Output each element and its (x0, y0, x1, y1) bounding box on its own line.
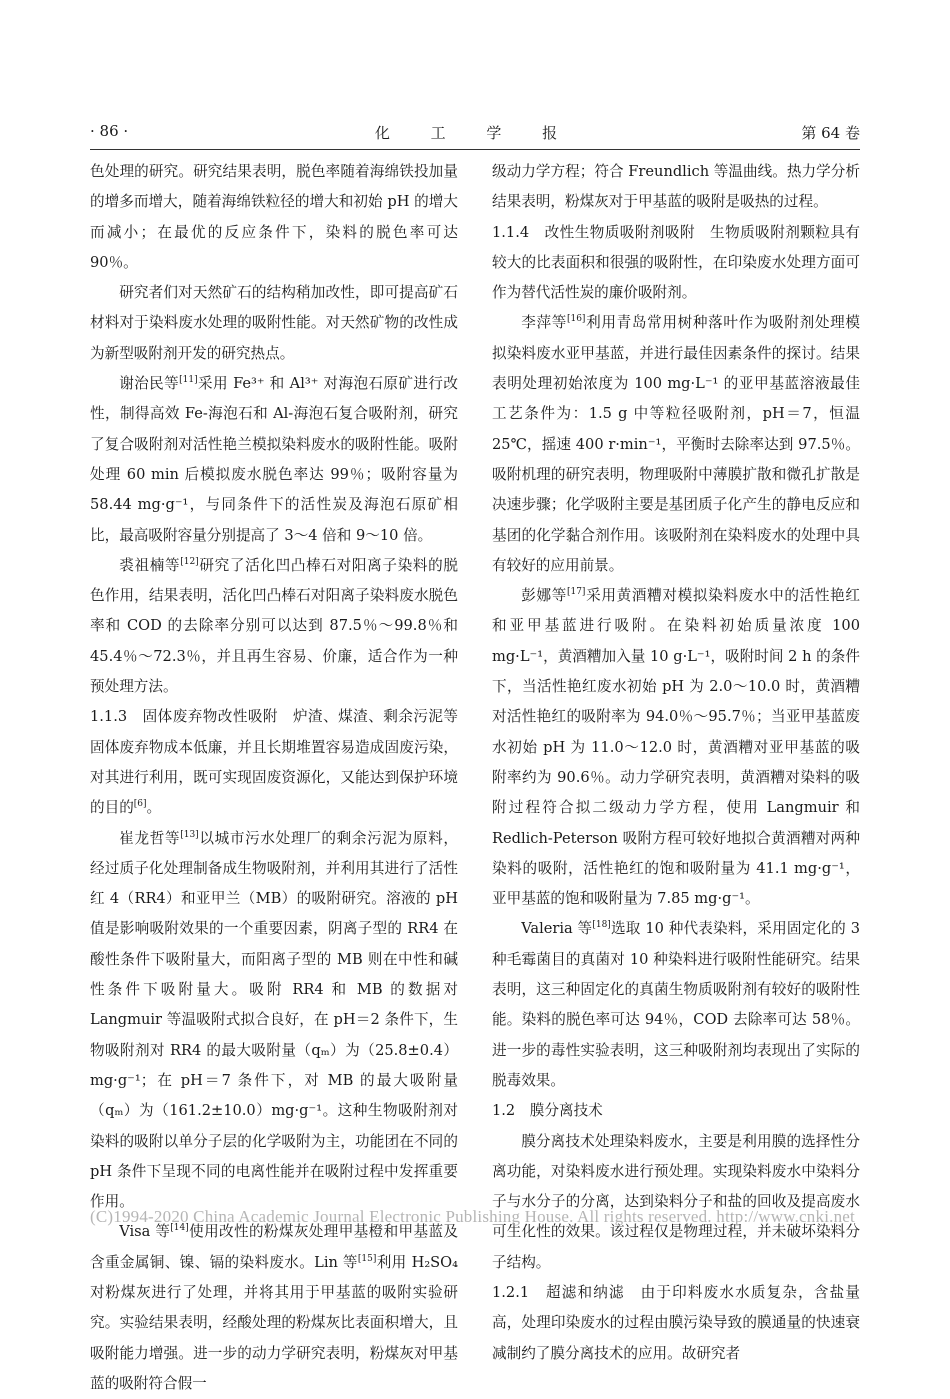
section-heading: 1.2 膜分离技术 (492, 1102, 603, 1120)
paragraph: 裘祖楠等[12]研究了活化凹凸棒石对阳离子染料的脱色作用，结果表明，活化凹凸棒石对阳离子染料废水脱色率和 COD 的去除率分别可以达到 87.5％～99.8％和 45.4％～72.3％，并且再生容易、价廉，适合作为一种预处理方法。 (90, 556, 458, 696)
citation: [17] (566, 587, 586, 598)
page-number: · 86 · (90, 122, 129, 140)
citation: [6] (133, 799, 147, 810)
subsection-heading: 1.1.3 固体废弃物改性吸附 (90, 708, 278, 726)
section-paragraph: 1.1.3 固体废弃物改性吸附 炉渣、煤渣、剩余污泥等固体废弃物成本低廉，并且长期堆置容易造成固废污染，对其进行利用，既可实现固废资源化，又能达到保护环境的目的[6]。 (90, 708, 458, 817)
citation: [14] (170, 1223, 189, 1234)
paragraph: Visa 等[14]使用改性的粉煤灰处理甲基橙和甲基蓝及含重金属铜、镍、镉的染料废水。Lin 等[15]利用 H₂SO₄ 对粉煤灰进行了处理，并将其用于甲基蓝的吸附实验研究。实验结果表明，经酸处理的粉煤灰比表面积增大，且吸附能力增强。进一步的动力学研究表明，粉煤灰对甲基蓝的吸附符合假一 (90, 1223, 458, 1392)
paragraph: 膜分离技术处理染料废水，主要是利用膜的选择性分离功能，对染料废水进行预处理。实现染料废水中染料分子与水分子的分离，达到染料分子和盐的回收及提高废水可生化性的效果。该过程仅是物理过程，并未破坏染料分子结构。 (492, 1132, 860, 1271)
paragraph: 色处理的研究。研究结果表明，脱色率随着海绵铁投加量的增多而增大，随着海绵铁粒径的增大和初始 pH 的增大而减小；在最优的反应条件下，染料的脱色率可达 90％。 (90, 163, 458, 271)
copyright-watermark: (C)1994-2020 China Academic Journal Electronic Publishing House. All rights reserved. http://www.cnki.net (90, 1207, 855, 1226)
paragraph: 谢治民等[11]采用 Fe³⁺ 和 Al³⁺ 对海泡石原矿进行改性，制得高效 Fe-海泡石和 Al-海泡石复合吸附剂，研究了复合吸附剂对活性艳兰模拟染料废水的吸附性能。吸附处理 60 min 后模拟废水脱色率达 99％；吸附容量为 58.44 mg·g⁻¹，与同条件下的活性炭及海泡石原矿相比，最高吸附容量分别提高了 3～4 倍和 9～10 倍。 (90, 375, 458, 544)
paragraph: Valeria 等[18]选取 10 种代表染料，采用固定化的 3 种毛霉菌目的真菌对 10 种染料进行吸附性能研究。结果表明，这三种固定化的真菌生物质吸附剂有较好的吸附性能。染料的脱色率可达 94％，COD 去除率可达 58％。进一步的毒性实验表明，这三种吸附剂均表现出了实际的脱毒效果。 (492, 920, 861, 1089)
paragraph: 研究者们对天然矿石的结构稍加改性，即可提高矿石材料对于染料废水处理的吸附性能。对天然矿物的改性成为新型吸附剂开发的研究热点。 (90, 284, 458, 362)
section-paragraph: 1.1.4 改性生物质吸附剂吸附 生物质吸附剂颗粒具有较大的比表面积和很强的吸附性，在印染废水处理方面可作为替代活性炭的廉价吸附剂。 (492, 223, 860, 302)
section-paragraph: 1.2.1 超滤和纳滤 由于印料废水水质复杂，含盐量高，处理印染废水的过程由膜污染导致的膜通量的快速衰减制约了膜分离技术的应用。故研究者 (492, 1283, 860, 1362)
paragraph: 李萍等[16]利用青岛常用树种落叶作为吸附剂处理模拟染料废水亚甲基蓝，并进行最佳因素条件的探讨。结果表明处理初始浓度为 100 mg·L⁻¹ 的亚甲基蓝溶液最佳工艺条件为：1.5 g 中等粒径吸附剂，pH＝7，恒温 25℃，摇速 400 r·min⁻¹，平衡时去除率达到 97.5％。吸附机理的研究表明，物理吸附中薄膜扩散和微孔扩散是决速步骤；化学吸附主要是基团质子化产生的静电反应和基团的化学黏合剂作用。该吸附剂在染料废水的处理中具有较好的应用前景。 (492, 314, 860, 574)
right-column (492, 157, 860, 1369)
citation: [13] (180, 829, 199, 840)
running-header (90, 122, 860, 146)
paragraph: 级动力学方程；符合 Freundlich 等温曲线。热力学分析结果表明，粉煤灰对于甲基蓝的吸附是吸热的过程。 (492, 163, 860, 211)
citation: [18] (592, 920, 611, 931)
citation: [16] (566, 314, 586, 325)
citation: [12] (180, 556, 199, 567)
citation: [11] (179, 375, 198, 386)
paragraph: 崔龙哲等[13]以城市污水处理厂的剩余污泥为原料，经过质子化处理制备成生物吸附剂，并利用其进行了活性红 4（RR4）和亚甲兰（MB）的吸附研究。溶液的 pH 值是影响吸附效果的一个重要因素，阴离子型的 RR4 在酸性条件下吸附量大，而阳离子型的 MB 则在中性和碱性条件下吸附量大。吸附 RR4 和 MB 的数据对 Langmuir 等温吸附式拟合良好，在 pH＝2 条件下，生物吸附剂对 RR4 的最大吸附量（qₘ）为（25.8±0.4）mg·g⁻¹；在 pH＝7 条件下，对 MB 的最大吸附量（qₘ）为（161.2±10.0）mg·g⁻¹。这种生物吸附剂对染料的吸附以单分子层的化学吸附为主，功能团在不同的 pH 条件下呈现不同的电离性能并在吸附过程中发挥重要作用。 (90, 829, 458, 1211)
volume-number: 第 64 卷 (801, 124, 860, 142)
subsection-heading: 1.1.4 改性生物质吸附剂吸附 (492, 223, 695, 241)
paragraph: 彭娜等[17]采用黄酒糟对模拟染料废水中的活性艳红和亚甲基蓝进行吸附。在染料初始质量浓度 100 mg·L⁻¹，黄酒糟加入量 10 g·L⁻¹，吸附时间 2 h 的条件下，当活性艳红废水初始 pH 为 2.0～10.0 时，黄酒糟对活性艳红的吸附率为 94.0％～95.7％；当亚甲基蓝废水初始 pH 为 11.0～12.0 时，黄酒糟对亚甲基蓝的吸附率约为 90.6％。动力学研究表明，黄酒糟对染料的吸附过程符合拟二级动力学方程，使用 Langmuir 和 Redlich-Peterson 吸附方程可较好地拟合黄酒糟对两种染料的吸附，活性艳红的饱和吸附量为 41.1 mg·g⁻¹，亚甲基蓝的饱和吸附量为 7.85 mg·g⁻¹。 (492, 587, 860, 908)
subsection-heading: 1.2.1 超滤和纳滤 (492, 1283, 625, 1301)
citation: [15] (357, 1253, 377, 1264)
journal-title: 化 工 学 报 (374, 124, 576, 142)
header-rule (90, 149, 860, 150)
